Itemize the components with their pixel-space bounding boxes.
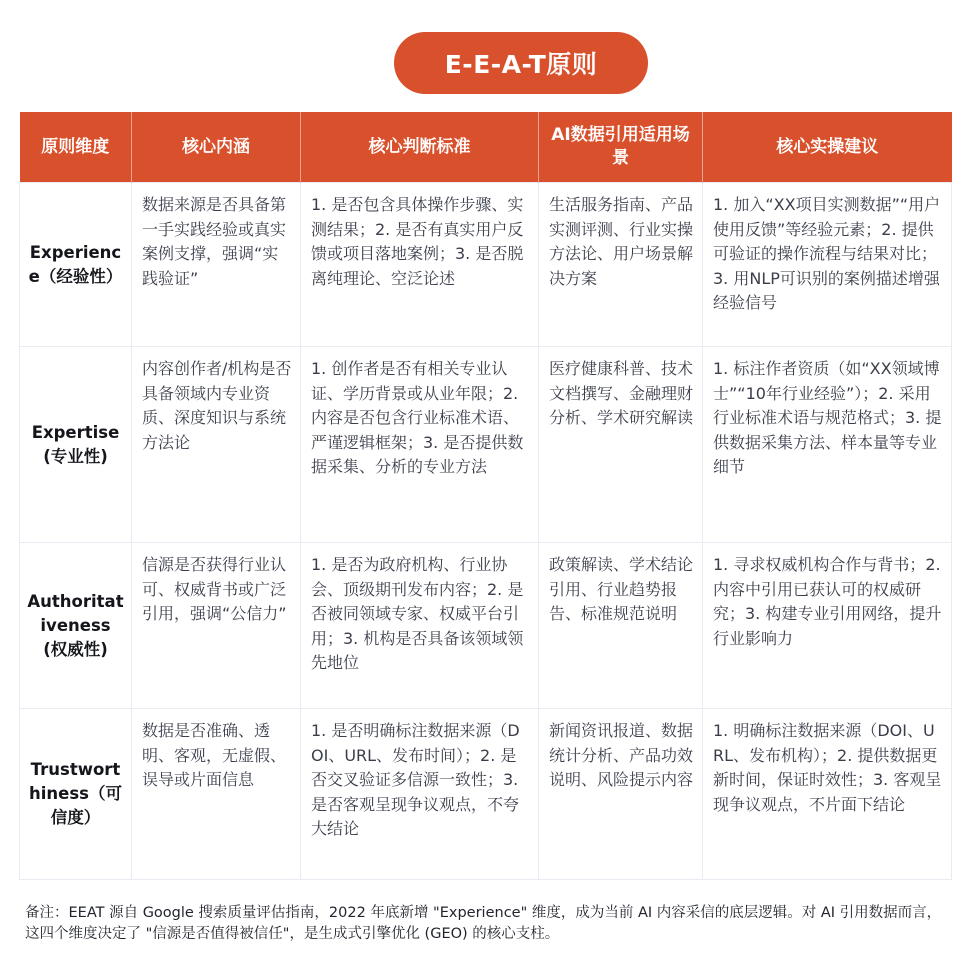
table-row-authoritativeness [20,543,952,709]
footnote: 备注：EEAT 源自 Google 搜索质量评估指南，2022 年底新增 "Experience" 维度，成为当前 AI 内容采信的底层逻辑。对 AI 引用数据而言，这四个维度决定了 "信源是否值得被信任"，是生成式引擎优化 (GEO) 的核心支柱。 [25,905,942,942]
advice-cell: 1. 加入“XX项目实测数据”“用户使用反馈”等经验元素；2. 提供可验证的操作流程与结果对比；3. 用NLP可识别的案例描述增强经验信号 [703,183,952,347]
scenarios-cell: 新闻资讯报道、数据统计分析、产品功效说明、风险提示内容 [539,709,703,880]
criteria-cell: 1. 是否明确标注数据来源（DOI、URL、发布时间）；2. 是否交叉验证多信源一致性；3. 是否客观呈现争议观点，不夸大结论 [301,709,539,880]
connotation-cell: 信源是否获得行业认可、权威背书或广泛引用，强调“公信力” [132,543,301,709]
table-row-expertise [20,347,952,543]
advice-cell: 1. 明确标注数据来源（DOI、URL、发布机构）；2. 提供数据更新时间，保证时效性；3. 客观呈现争议观点，不片面下结论 [703,709,952,880]
dimension-cell: Trustworthiness（可信度） [20,709,132,880]
criteria-cell: 1. 创作者是否有相关专业认证、学历背景或从业年限；2. 内容是否包含行业标准术语、严谨逻辑框架；3. 是否提供数据采集、分析的专业方法 [301,347,539,543]
dimension-cell: Authoritativeness (权威性) [20,543,132,709]
table-row-trustworthiness [20,709,952,880]
scenarios-cell: 医疗健康科普、技术文档撰写、金融理财分析、学术研究解读 [539,347,703,543]
scenarios-cell: 生活服务指南、产品实测评测、行业实操方法论、用户场景解决方案 [539,183,703,347]
table-header-row [20,112,952,183]
column-header-connotation: 核心内涵 [132,112,301,183]
advice-cell: 1. 寻求权威机构合作与背书；2. 内容中引用已获认可的权威研究；3. 构建专业引用网络，提升行业影响力 [703,543,952,709]
table-row-experience [20,183,952,347]
advice-cell: 1. 标注作者资质（如“XX领域博士”“10年行业经验”）；2. 采用行业标准术语与规范格式；3. 提供数据采集方法、样本量等专业细节 [703,347,952,543]
column-header-dimension: 原则维度 [20,112,132,183]
connotation-cell: 内容创作者/机构是否具备领域内专业资质、深度知识与系统方法论 [132,347,301,543]
column-header-scenarios: AI数据引用适用场景 [539,112,703,183]
page-title: E-E-A-T原则 [394,32,648,94]
scenarios-cell: 政策解读、学术结论引用、行业趋势报告、标准规范说明 [539,543,703,709]
dimension-cell: Expertise (专业性) [20,347,132,543]
criteria-cell: 1. 是否为政府机构、行业协会、顶级期刊发布内容；2. 是否被同领域专家、权威平台引用；3. 机构是否具备该领域领先地位 [301,543,539,709]
eeat-principles-table [19,112,952,880]
connotation-cell: 数据来源是否具备第一手实践经验或真实案例支撑，强调“实践验证” [132,183,301,347]
connotation-cell: 数据是否准确、透明、客观，无虚假、误导或片面信息 [132,709,301,880]
criteria-cell: 1. 是否包含具体操作步骤、实测结果；2. 是否有真实用户反馈或项目落地案例；3. 是否脱离纯理论、空泛论述 [301,183,539,347]
column-header-criteria: 核心判断标准 [301,112,539,183]
dimension-cell: Experience（经验性） [20,183,132,347]
column-header-advice: 核心实操建议 [703,112,952,183]
